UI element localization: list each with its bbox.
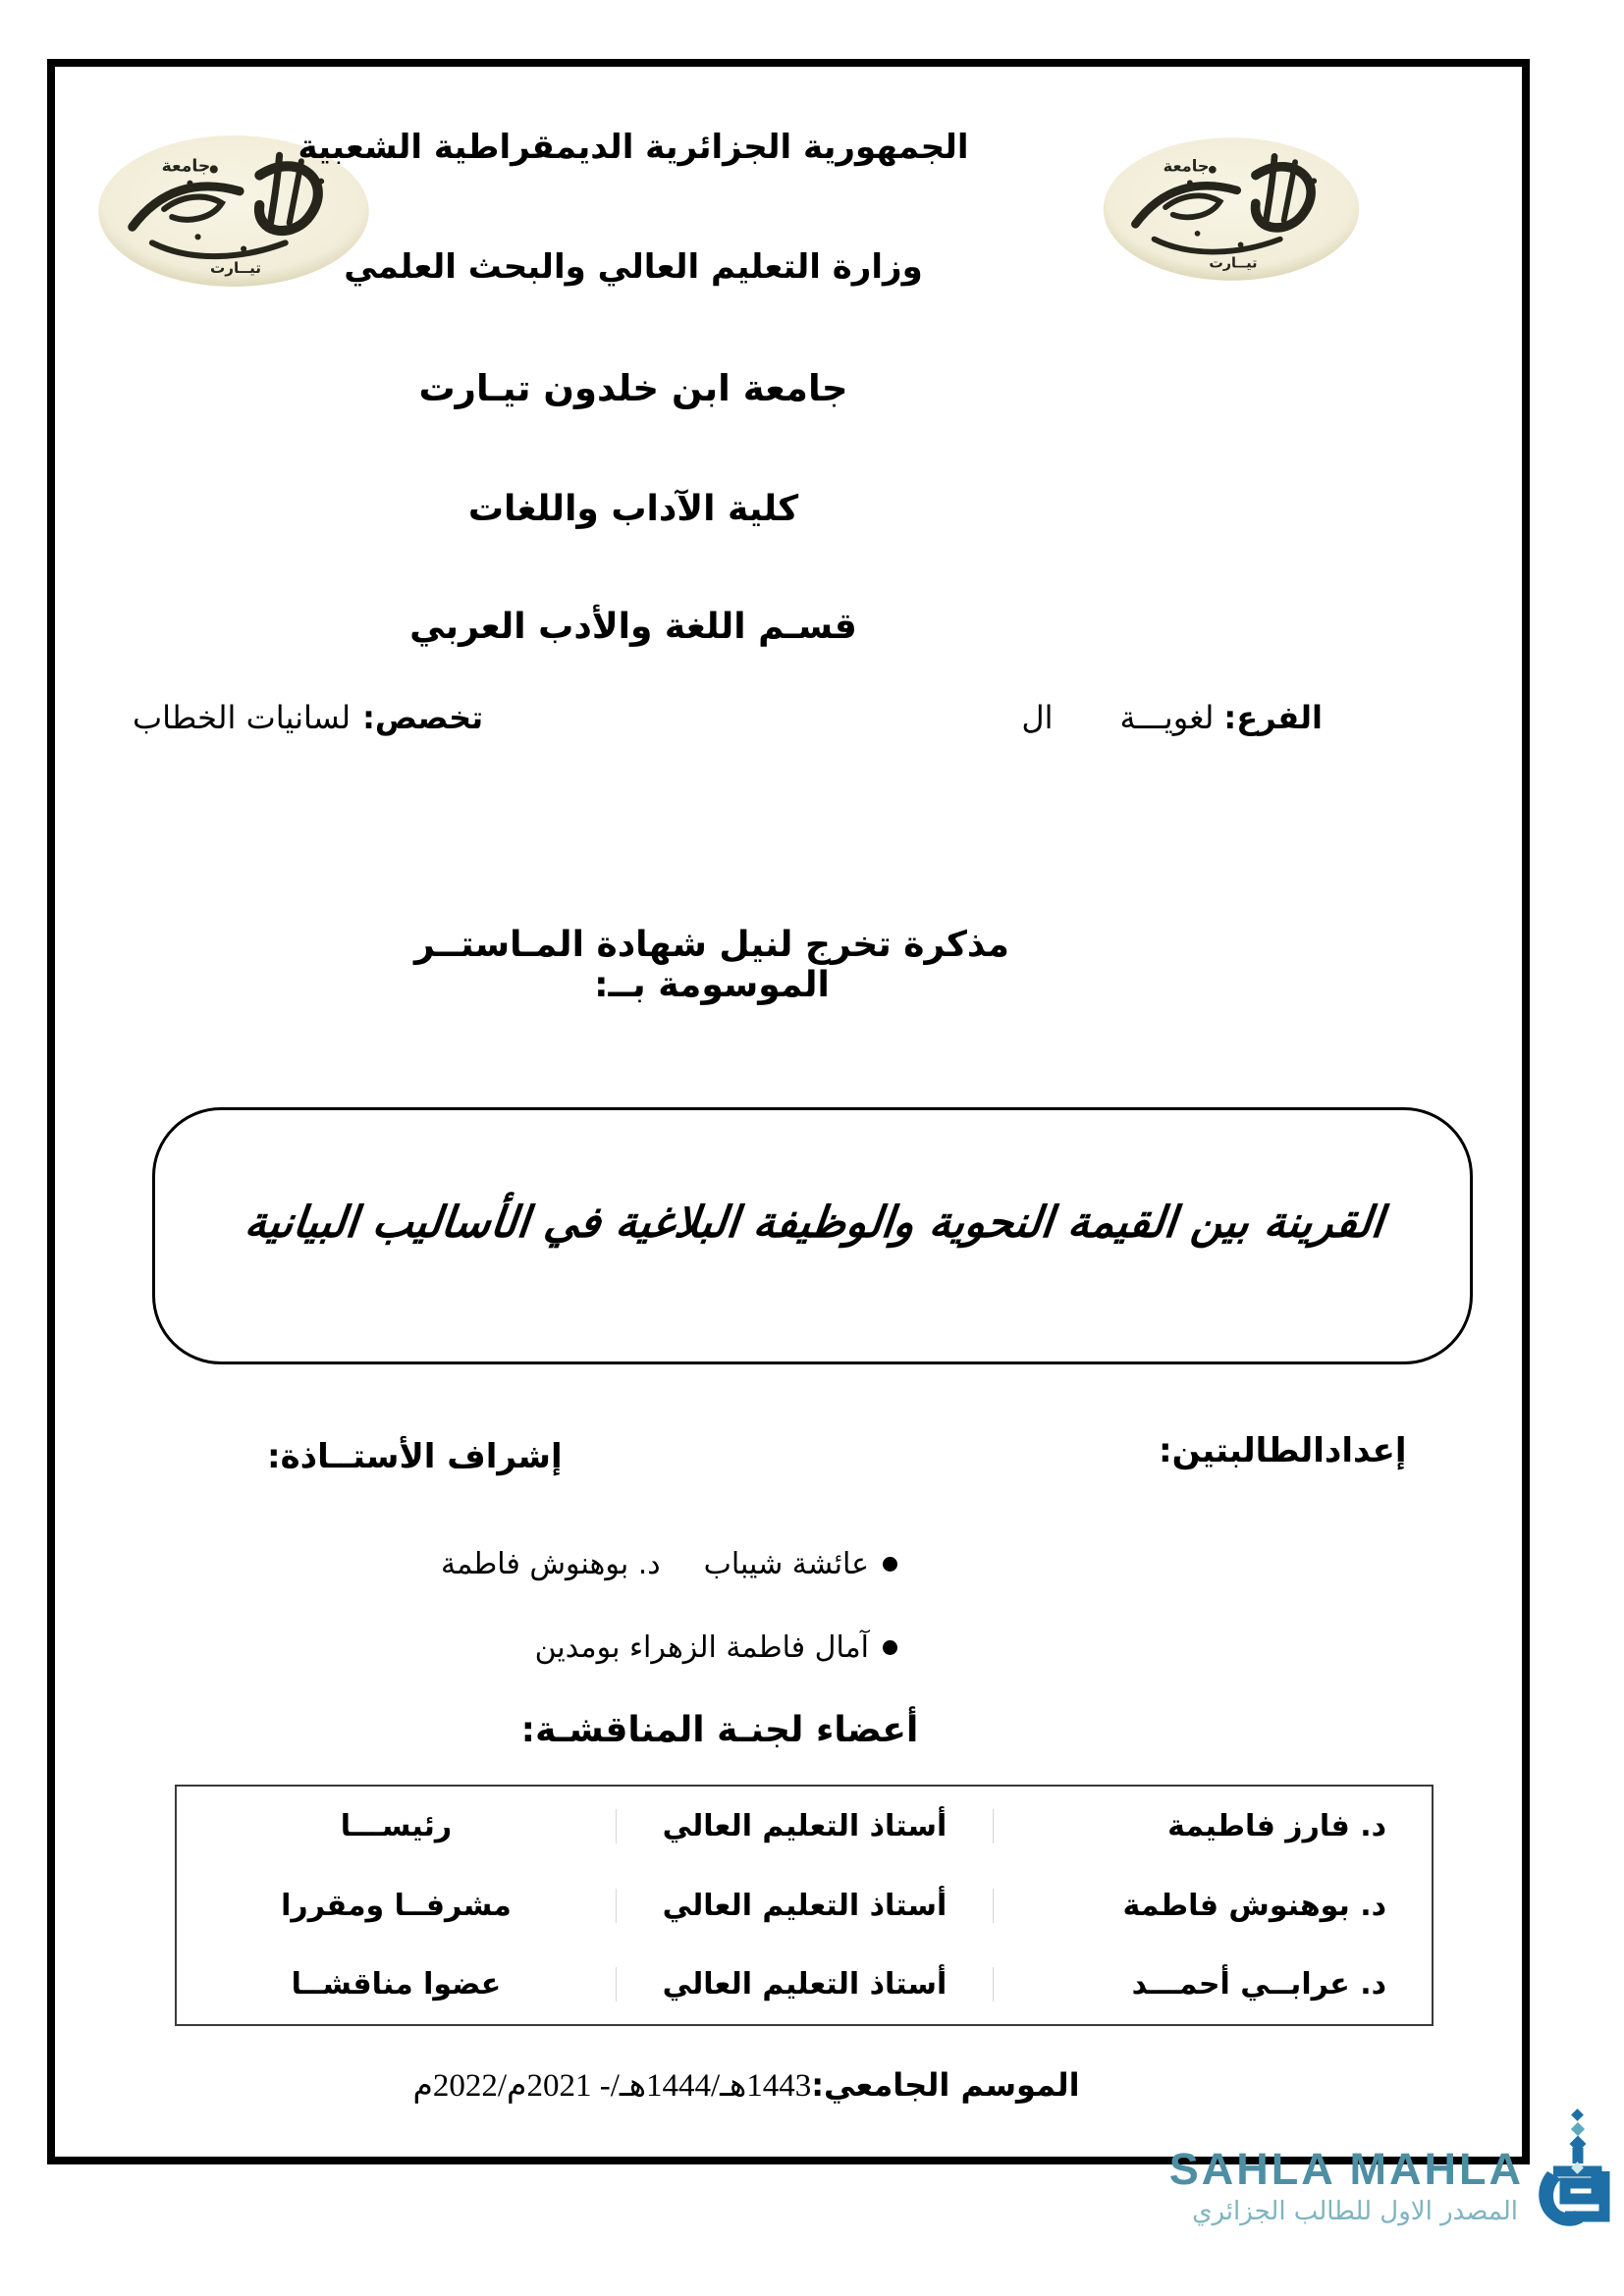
member-name: د. بوهنوش فاطمة xyxy=(993,1889,1432,1923)
list-item xyxy=(426,1630,897,1665)
students-list xyxy=(426,1547,897,1714)
thesis-title: القرينة بين القيمة النحوية والوظيفة البلاغية في الأساليب البيانية xyxy=(242,1197,1386,1248)
list-item xyxy=(426,1547,897,1581)
table-row xyxy=(177,1866,1432,1946)
thesis-title-box xyxy=(152,1107,1473,1364)
supervisor-label: إشراف الأستــاذة: xyxy=(267,1437,563,1476)
republic-title: الجمهورية الجزائرية الديمقراطية الشعبية xyxy=(298,128,969,167)
member-name: د. عرابــي أحمـــد xyxy=(993,1967,1432,2002)
table-row xyxy=(177,1945,1432,2024)
ministry-title: وزارة التعليم العالي والبحث العلمي xyxy=(344,247,923,287)
member-rank: أستاذ التعليم العالي xyxy=(616,1889,993,1923)
bullet-icon xyxy=(883,1557,897,1572)
sahla-mahla-tagline: المصدر الاول للطالب الجزائري xyxy=(1192,2197,1518,2226)
academic-year-label: الموسم الجامعي: xyxy=(811,2066,1080,2104)
committee-table xyxy=(175,1785,1434,2026)
branch-specialty-row xyxy=(133,699,1323,736)
svg-text:جامعة: جامعة xyxy=(1163,156,1210,176)
branch-label: الفرع: xyxy=(1223,699,1323,736)
branch-extra-text: ال xyxy=(1021,699,1054,736)
svg-text:تيــارت: تيــارت xyxy=(210,258,262,277)
faculty-name: كلية الآداب واللغات xyxy=(467,489,799,529)
memo-statement: مذكرة تخرج لنيل شهادة المـاستــر الموسومة بــ: xyxy=(414,925,1009,1005)
branch-value: لغويـــة xyxy=(1119,699,1215,736)
students-label: إعدادالطالبتين: xyxy=(1159,1431,1407,1470)
supervisor-name: د. بوهنوش فاطمة xyxy=(441,1547,661,1581)
svg-text:تيــارت: تيــارت xyxy=(1209,255,1258,272)
student2-name: آمال فاطمة الزهراء بومدين xyxy=(534,1630,869,1665)
sahla-mahla-watermark xyxy=(1139,2109,1624,2241)
university-name: جامعة ابن خلدون تيـارت xyxy=(418,367,848,409)
committee-heading: أعضاء لجنـة المناقشـة: xyxy=(520,1710,919,1750)
branch-group xyxy=(1021,699,1323,736)
member-name: د. فارز فاطيمة xyxy=(993,1809,1432,1843)
member-role: مشرفــا ومقررا xyxy=(281,1888,512,1923)
department-name: قسـم اللغة والأدب العربي xyxy=(409,607,857,647)
sahla-mahla-emblem-icon xyxy=(1534,2109,1624,2234)
specialty-group xyxy=(133,699,483,736)
university-seal-right-icon xyxy=(1100,130,1363,289)
member-rank: أستاذ التعليم العالي xyxy=(616,1967,993,2002)
sahla-mahla-brand: SAHLA MAHLA xyxy=(1168,2144,1524,2194)
academic-year-value: 1443هـ/1444هـ/- 2021م/2022م xyxy=(412,2068,812,2104)
member-rank: أستاذ التعليم العالي xyxy=(616,1809,993,1843)
student1-name: عائشة شيباب xyxy=(703,1547,869,1581)
table-row xyxy=(177,1787,1432,1866)
specialty-value: لسانيات الخطاب xyxy=(133,699,352,736)
member-role: رئيســـا xyxy=(340,1808,453,1843)
academic-year xyxy=(373,2065,1119,2105)
specialty-label: تخصص: xyxy=(362,699,484,736)
svg-text:جامعة: جامعة xyxy=(161,156,211,177)
member-role: عضوا مناقشــا xyxy=(291,1967,502,2002)
bullet-icon xyxy=(883,1640,897,1655)
